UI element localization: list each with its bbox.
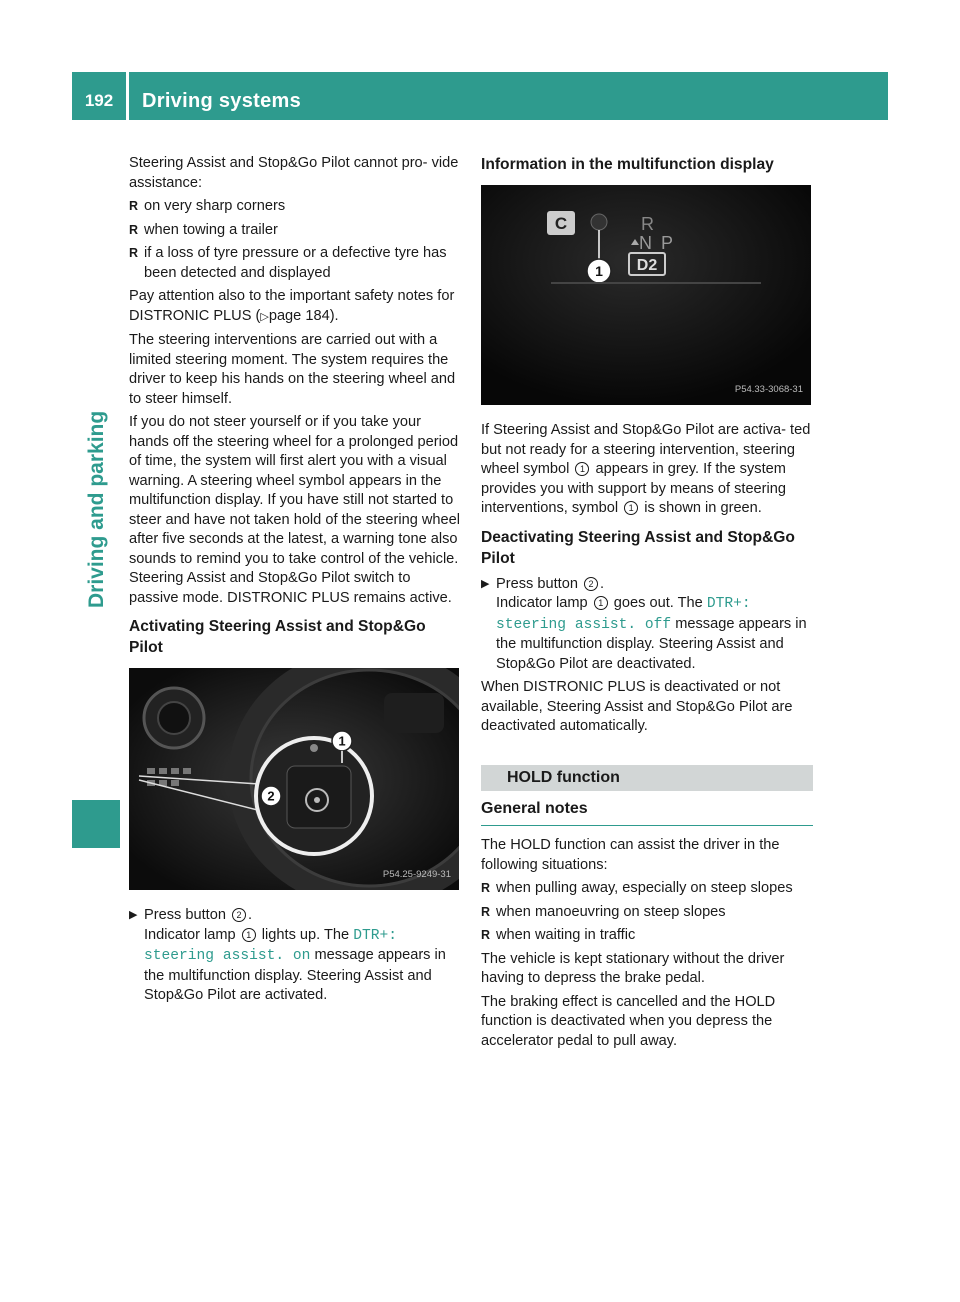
figure-code: P54.25-9249-31 (382, 868, 451, 880)
display-info-text: If Steering Assist and Stop&Go Pilot are activa- ted but not ready for a steering intervention, steering wheel symbol 1 appears in grey. If the system provides you with support by means of steering interventions, symbol 1 is shown in green. (481, 422, 811, 516)
list-item: R when manoeuvring on steep slopes (481, 903, 813, 923)
chapter-side-tab (72, 140, 120, 820)
chapter-marker (72, 800, 120, 848)
list-item: R when waiting in traffic (481, 926, 813, 946)
list-item: R when towing a trailer (129, 221, 461, 241)
display-letter-c: C (554, 214, 568, 233)
arrow-icon: ▶ (481, 577, 490, 590)
paragraph: If you do not steer yourself or if you take your hands off the steering wheel for a prolonged period of time, the system will first alert you with a visual warning. A steering wheel symbol appears in the multifunction display. If you have still not started to steer and have not taken hold of the steering wheel after five seconds at the latest, a warning tone also sounds to remind you to take control of the vehicle. Steering Assist and Stop&Go Pilot switch to passive mode. DISTRONIC PLUS remains active. (129, 414, 461, 606)
ref-badge: 2 (584, 577, 598, 591)
ref-badge: 1 (594, 596, 608, 610)
chapter-label: Driving and parking (85, 410, 108, 608)
display-message: DTR+: steering assist. on (144, 927, 398, 964)
display-letter-n: N (639, 233, 652, 253)
general-notes-heading: General notes (481, 799, 813, 827)
multifunction-display-figure (481, 185, 811, 405)
instruction-step: ▶ Press button 2 . Indicator lamp 1 lights up. The DTR+: steering assist. on message appears in the multifunction display. Steering Assist and Stop&Go Pilot are activated. (129, 907, 446, 1003)
callout-2: 2 (267, 788, 275, 804)
callout-1: 1 (338, 733, 346, 749)
display-message: DTR+: steering assist. off (496, 596, 751, 633)
figure-code: P54.33-3068-31 (734, 383, 803, 395)
page-ref-icon: ▷ (260, 310, 269, 323)
instruction-step: ▶ Press button 2 . Indicator lamp 1 goes out. The DTR+: steering assist. off message appears in the multifunction display. Steering Assist and Stop&Go Pilot are deactivated. (481, 575, 807, 672)
intro-text: Steering Assist and Stop&Go Pilot cannot pro- vide assistance: (129, 155, 459, 191)
display-gear: D2 (636, 257, 658, 274)
display-letter-p: P (661, 233, 674, 253)
right-column (481, 154, 813, 1055)
list-item: R on very sharp corners (129, 197, 461, 217)
display-letter-r: R (641, 214, 654, 234)
page-header (72, 72, 888, 120)
paragraph: The braking effect is cancelled and the HOLD function is deactivated when you depress the accelerator pedal to pull away. (481, 993, 776, 1049)
ref-badge: 1 (624, 501, 638, 515)
ref-badge: 1 (575, 462, 589, 476)
section-title: Driving systems (142, 90, 302, 112)
paragraph: The HOLD function can assist the driver in the following situations: (481, 837, 780, 873)
heading-deactivate: Deactivating Steering Assist and Stop&Go Pilot (481, 528, 795, 567)
hold-section-bar (481, 765, 813, 791)
arrow-icon: ▶ (129, 909, 138, 921)
list-item: R when pulling away, especially on steep slopes (481, 879, 813, 899)
steering-wheel-figure (129, 668, 459, 890)
safety-note: Pay attention also to the important safety notes for DISTRONIC PLUS (▷page 184). (129, 288, 455, 324)
left-column (129, 154, 461, 1010)
paragraph: The vehicle is kept stationary without the driver having to depress the brake pedal. (481, 950, 785, 986)
paragraph: When DISTRONIC PLUS is deactivated or not available, Steering Assist and Stop&Go Pilot are deactivated automatically. (481, 679, 793, 734)
page-number: 192 (84, 91, 114, 110)
heading-activate: Activating Steering Assist and Stop&Go Pilot (129, 618, 426, 656)
page-reference[interactable]: page 184). (268, 307, 339, 324)
header-divider (126, 72, 129, 120)
hold-section-title: HOLD function (507, 768, 620, 786)
steering-wheel-illustration (129, 668, 459, 890)
display-callout-1: 1 (595, 263, 603, 279)
ref-badge: 1 (242, 928, 256, 942)
ref-badge: 2 (232, 908, 246, 922)
heading-info: Information in the multifunction display (481, 156, 774, 173)
paragraph: The steering interventions are carried out with a limited steering moment. The system requires the driver to keep his hands on the steering wheel and to steer himself. (129, 332, 456, 407)
display-illustration (481, 185, 811, 405)
list-item: R if a loss of tyre pressure or a defective tyre has been detected and displayed (129, 244, 461, 283)
